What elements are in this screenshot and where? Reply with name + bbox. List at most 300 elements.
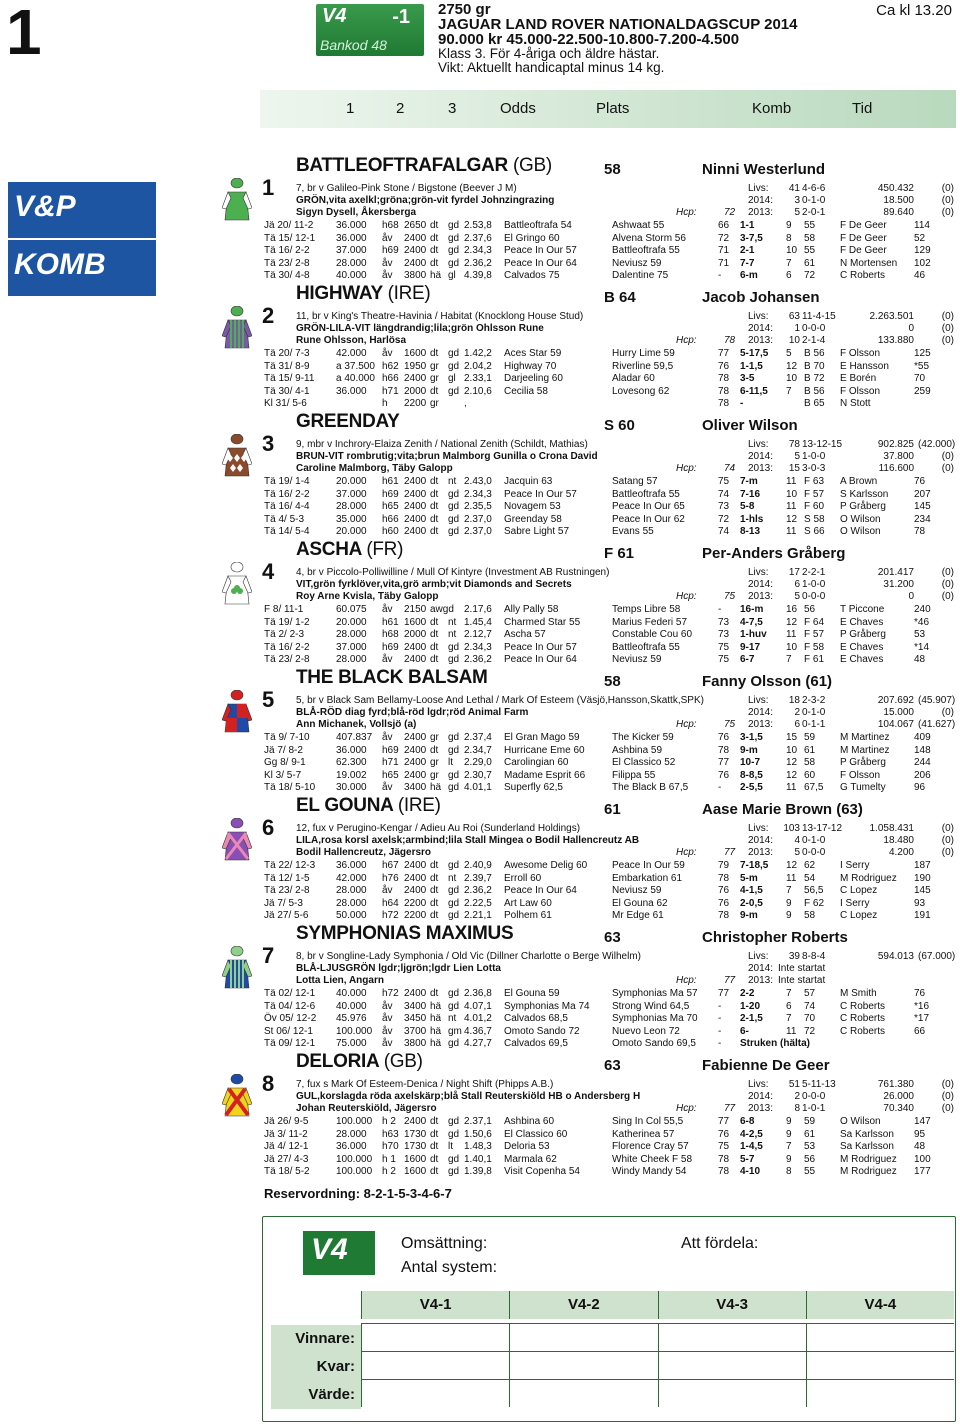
stat-cell: 8 bbox=[794, 1103, 800, 1114]
start-cell: h68 bbox=[382, 629, 399, 641]
stat-cell: 89.640 bbox=[883, 207, 914, 218]
start-cell: Sabre Light 57 bbox=[504, 526, 570, 538]
start-row bbox=[264, 514, 958, 527]
start-cell: Tä 04/ 12-6 bbox=[264, 1000, 316, 1012]
start-cell: åv bbox=[382, 885, 393, 897]
start-cell: 12 bbox=[786, 513, 798, 525]
start-cell: Strong Wind 64,5 bbox=[612, 1000, 690, 1012]
start-cell: 37.000 bbox=[336, 641, 367, 653]
form-cell[interactable] bbox=[361, 1379, 509, 1407]
start-row bbox=[264, 501, 958, 514]
start-cell: gl bbox=[448, 270, 456, 282]
horse-pedigree: 5, br v Black Sam Bellamy-Loose And Lethal / Mark Of Esteem (Väsjö,Hansson,Skattk,SPK) bbox=[296, 695, 704, 706]
start-cell: 12 bbox=[786, 757, 798, 769]
form-cell[interactable] bbox=[509, 1379, 657, 1407]
start-cell: Tä 2/ 2-3 bbox=[264, 629, 305, 641]
start-cell: Highway 70 bbox=[504, 360, 557, 372]
start-cell: Jä 27/ 4-3 bbox=[264, 1153, 309, 1165]
start-cell: 2.12,7 bbox=[464, 629, 492, 641]
start-cell: 2.21,1 bbox=[464, 910, 492, 922]
start-cell: Symphonias Ma 70 bbox=[612, 1013, 698, 1025]
race-distance: 2750 gr bbox=[438, 1, 491, 18]
stat-cell: 1 bbox=[794, 323, 800, 334]
start-cell: 2200 bbox=[404, 910, 427, 922]
stat-cell: (0) bbox=[941, 823, 954, 834]
start-cell: 4.07,1 bbox=[464, 1000, 492, 1012]
start-cell: Tä 30/ 4-1 bbox=[264, 385, 310, 397]
start-cell: 2400 bbox=[404, 501, 427, 513]
start-cell: - bbox=[718, 1038, 722, 1050]
start-cell: 2150 bbox=[404, 604, 427, 615]
start-cell: 75 bbox=[718, 654, 730, 666]
start-cell: Ashbina 59 bbox=[612, 744, 663, 756]
start-cell: 9-m bbox=[740, 910, 758, 922]
start-row bbox=[264, 258, 958, 271]
start-cell: 409 bbox=[914, 732, 931, 743]
start-cell: Tä 4/ 5-3 bbox=[264, 513, 305, 525]
horse-colors: BRUN-VIT rombrutig;vita;brun Malmborg Gunilla o Crona David bbox=[296, 451, 598, 462]
hcp-value: 75 bbox=[724, 719, 736, 730]
stat-cell: 2013: bbox=[748, 719, 774, 730]
start-cell: 2.30,7 bbox=[464, 769, 492, 781]
start-cell: I Serry bbox=[840, 860, 870, 871]
hcp-value: 77 bbox=[724, 975, 736, 986]
stat-cell: 2013: bbox=[748, 975, 774, 986]
stat-cell: 0-0-0 bbox=[802, 847, 826, 858]
start-cell: hä bbox=[430, 1013, 442, 1025]
start-cell: - bbox=[718, 604, 722, 615]
start-cell: 5-8 bbox=[740, 501, 755, 513]
start-cell: Sing In Col 55,5 bbox=[612, 1116, 684, 1127]
start-row bbox=[264, 782, 958, 795]
form-cell[interactable] bbox=[509, 1351, 657, 1379]
start-cell: Ashwaat 55 bbox=[612, 220, 665, 231]
start-cell: Kl 31/ 5-6 bbox=[264, 398, 307, 410]
stat-cell: (0) bbox=[941, 311, 954, 322]
turnover-label: Omsättning: bbox=[401, 1235, 488, 1252]
start-list bbox=[264, 860, 958, 923]
start-cell: Marmala 62 bbox=[504, 1153, 557, 1165]
start-row bbox=[264, 654, 958, 667]
horse-colors: GRÖN-LILA-VIT längdrandig;lila;grön Ohlsson Rune bbox=[296, 323, 544, 334]
start-cell: Peace In Our 57 bbox=[504, 245, 577, 257]
start-cell: h62 bbox=[382, 360, 399, 372]
start-cell: 2.34,3 bbox=[464, 245, 492, 257]
start-cell: 4.36,7 bbox=[464, 1025, 492, 1037]
horse-name-text: BATTLEOFTRAFALGAR bbox=[296, 155, 508, 176]
start-cell: h69 bbox=[382, 488, 399, 500]
start-cell: 2.36,2 bbox=[464, 257, 492, 269]
start-row bbox=[264, 361, 958, 374]
start-cell: Lovesong 62 bbox=[612, 385, 670, 397]
start-cell: E Chaves bbox=[840, 654, 884, 666]
horse-name[interactable] bbox=[296, 283, 431, 304]
form-cell[interactable] bbox=[806, 1323, 954, 1351]
start-cell: 9-m bbox=[740, 744, 758, 756]
col-komb: Komb bbox=[752, 100, 792, 117]
start-cell: 75 bbox=[718, 476, 730, 487]
start-row bbox=[264, 770, 958, 783]
horse-name[interactable] bbox=[296, 155, 552, 176]
col-1: 1 bbox=[346, 100, 355, 117]
start-cell: Alvena Storm 56 bbox=[612, 232, 686, 244]
horse-number: 8 bbox=[262, 1071, 275, 1096]
stat-cell: 3 bbox=[794, 195, 800, 206]
start-cell: 15 bbox=[786, 732, 798, 743]
start-cell: 55 bbox=[804, 220, 816, 231]
start-cell: 8 bbox=[786, 1166, 792, 1178]
start-cell: T Piccone bbox=[840, 604, 885, 615]
horse-entry bbox=[258, 283, 958, 416]
jockey-silk-icon bbox=[222, 1074, 252, 1118]
jockey-silk-icon bbox=[222, 178, 252, 222]
horse-name[interactable] bbox=[296, 667, 488, 688]
start-cell: 9 bbox=[786, 220, 792, 231]
horse-name[interactable] bbox=[296, 411, 400, 432]
horse-entry bbox=[258, 795, 958, 928]
start-cell: åv bbox=[382, 604, 393, 615]
start-cell: 3700 bbox=[404, 1025, 427, 1037]
start-row bbox=[264, 1166, 958, 1179]
horse-pedigree: 12, fux v Perugino-Kengar / Adieu Au Roi (Sunderland Holdings) bbox=[296, 823, 581, 834]
horse-country: (FR) bbox=[366, 539, 404, 560]
start-row bbox=[264, 1141, 958, 1154]
start-cell: B 56 bbox=[804, 348, 825, 359]
start-cell: Erroll 60 bbox=[504, 872, 542, 884]
start-cell: 2400 bbox=[404, 654, 427, 666]
start-cell: Tä 14/ 5-4 bbox=[264, 526, 310, 538]
start-cell: 7 bbox=[786, 257, 792, 269]
stat-cell: 63 bbox=[788, 311, 800, 322]
stat-cell: Inte startat bbox=[778, 975, 826, 986]
stat-cell: 2014: bbox=[748, 323, 774, 334]
start-row bbox=[264, 1129, 958, 1142]
start-cell: nt bbox=[448, 1013, 457, 1025]
start-cell: h 1 bbox=[382, 1153, 396, 1165]
jockey-name: Fanny Olsson (61) bbox=[702, 673, 833, 690]
start-cell: h69 bbox=[382, 641, 399, 653]
start-cell: P Gråberg bbox=[840, 757, 886, 769]
col-plats: Plats bbox=[596, 100, 630, 117]
start-cell: Awesome Delig 60 bbox=[504, 860, 588, 871]
race-class: Klass 3. För 4-åriga och äldre hästar. bbox=[438, 46, 660, 61]
start-cell: F Olsson bbox=[840, 348, 881, 359]
start-cell: 56,5 bbox=[804, 885, 824, 897]
start-cell: Sa Karlsson bbox=[840, 1141, 894, 1153]
start-cell: S 66 bbox=[804, 526, 825, 538]
start-cell: 3-7,5 bbox=[740, 232, 763, 244]
start-list bbox=[264, 476, 958, 539]
horse-number: 6 bbox=[262, 815, 275, 840]
start-cell: 7-7 bbox=[740, 257, 755, 269]
start-cell: 40.000 bbox=[336, 988, 367, 999]
start-cell: Tä 19/ 1-2 bbox=[264, 616, 310, 628]
start-cell: dt bbox=[430, 232, 439, 244]
start-cell: Greenday 58 bbox=[504, 513, 562, 525]
start-cell: h65 bbox=[382, 501, 399, 513]
start-cell: 1.40,1 bbox=[464, 1153, 492, 1165]
start-cell: 2400 bbox=[404, 373, 427, 385]
start-cell: gd bbox=[448, 257, 460, 269]
start-cell: 10 bbox=[786, 373, 798, 385]
stat-cell: 0-0-0 bbox=[802, 1091, 826, 1102]
start-cell: F 64 bbox=[804, 616, 825, 628]
start-cell: - bbox=[718, 1013, 722, 1025]
start-cell: Jä 3/ 11-2 bbox=[264, 1128, 308, 1140]
stat-cell: (0) bbox=[941, 183, 954, 194]
start-cell: 4.39,8 bbox=[464, 270, 492, 282]
start-cell: 61 bbox=[804, 257, 816, 269]
stat-cell: (0) bbox=[941, 323, 954, 334]
col-tid: Tid bbox=[852, 100, 873, 117]
start-cell: 2400 bbox=[404, 257, 427, 269]
jockey-silk-icon bbox=[222, 434, 252, 478]
start-cell: 2.04,2 bbox=[464, 360, 492, 372]
start-cell: 6-m bbox=[740, 270, 758, 282]
start-cell: Hurricane Eme 60 bbox=[504, 744, 585, 756]
start-cell: 3450 bbox=[404, 1013, 427, 1025]
start-cell: åv bbox=[382, 782, 393, 794]
start-cell: *55 bbox=[914, 360, 930, 372]
stat-cell: Livs: bbox=[748, 695, 769, 706]
start-cell: 2400 bbox=[404, 232, 427, 244]
stat-cell: (0) bbox=[941, 847, 954, 858]
stat-cell: 0 bbox=[908, 591, 914, 602]
jockey-silk-icon bbox=[222, 946, 252, 990]
start-cell: 74 bbox=[804, 1000, 816, 1012]
start-cell: The Black B 67,5 bbox=[612, 782, 689, 794]
start-cell: h71 bbox=[382, 385, 399, 397]
start-cell: 100.000 bbox=[336, 1153, 373, 1165]
start-cell: 2.34,3 bbox=[464, 641, 492, 653]
start-cell: awgd bbox=[430, 604, 454, 615]
horse-number: 7 bbox=[262, 943, 275, 968]
start-cell: 2200 bbox=[404, 897, 427, 909]
stat-cell: 116.600 bbox=[878, 463, 914, 474]
start-cell: 72 bbox=[804, 270, 816, 282]
horse-name[interactable] bbox=[296, 795, 441, 816]
start-cell: gd bbox=[448, 782, 460, 794]
start-cell: 48 bbox=[914, 654, 926, 666]
form-cell[interactable] bbox=[658, 1351, 806, 1379]
start-cell: 3400 bbox=[404, 782, 427, 794]
jockey-name: Jacob Johansen bbox=[702, 289, 820, 306]
start-cell: E Hansson bbox=[840, 360, 889, 372]
start-cell: 9 bbox=[786, 1116, 792, 1127]
form-cell[interactable] bbox=[658, 1379, 806, 1407]
start-cell: S Karlsson bbox=[840, 488, 889, 500]
start-cell: hä bbox=[430, 1038, 442, 1050]
start-cell: 2.43,0 bbox=[464, 476, 492, 487]
start-cell: 75 bbox=[718, 1141, 730, 1153]
horse-name-text: HIGHWAY bbox=[296, 283, 383, 304]
start-cell: Marius Federi 57 bbox=[612, 616, 688, 628]
start-cell: dt bbox=[430, 897, 439, 909]
start-cell: 3400 bbox=[404, 1000, 427, 1012]
start-cell: 30.000 bbox=[336, 782, 367, 794]
horse-pedigree: 11, br v King's Theatre-Havinia / Habitat (Knocklong House Stud) bbox=[296, 311, 584, 322]
form-cell[interactable] bbox=[361, 1323, 509, 1351]
start-cell: 10-7 bbox=[740, 757, 761, 769]
stat-cell: 31.200 bbox=[883, 579, 914, 590]
start-row bbox=[264, 489, 958, 502]
hcp-label: Hcp: bbox=[676, 847, 697, 858]
horse-name[interactable] bbox=[296, 923, 514, 944]
start-cell: , bbox=[464, 398, 467, 410]
start-cell: 240 bbox=[914, 604, 931, 615]
start-cell: Peace In Our 64 bbox=[504, 654, 577, 666]
stat-cell: 103 bbox=[783, 823, 800, 834]
hcp-value: 75 bbox=[724, 591, 736, 602]
start-cell: gd bbox=[448, 641, 460, 653]
start-cell: 78 bbox=[718, 385, 730, 397]
stat-cell: 2014: bbox=[748, 963, 774, 974]
form-cell[interactable] bbox=[509, 1323, 657, 1351]
start-cell: h64 bbox=[382, 897, 399, 909]
start-cell: Temps Libre 58 bbox=[612, 604, 681, 615]
start-cell: h 2 bbox=[382, 1116, 396, 1127]
start-cell: Jä 20/ 11-2 bbox=[264, 220, 314, 231]
v4-logo: V4 bbox=[322, 5, 347, 27]
start-row bbox=[264, 245, 958, 258]
form-row-label: Värde: bbox=[271, 1381, 361, 1409]
start-cell: h67 bbox=[382, 860, 399, 871]
start-row bbox=[264, 1013, 958, 1026]
start-cell: 76 bbox=[718, 769, 730, 781]
stat-cell: (42.000) bbox=[918, 439, 956, 450]
start-cell: 35.000 bbox=[336, 513, 367, 525]
start-cell: Battleoftrafa 54 bbox=[504, 220, 572, 231]
start-cell: E Chaves bbox=[840, 616, 884, 628]
stat-cell: (0) bbox=[941, 1079, 954, 1090]
stat-cell: 1.058.431 bbox=[869, 823, 914, 834]
stat-cell: (0) bbox=[941, 591, 954, 602]
start-cell: gd bbox=[448, 897, 460, 909]
start-cell: Tä 31/ 8-9 bbox=[264, 360, 310, 372]
start-cell: El Gran Mago 59 bbox=[504, 732, 580, 743]
start-cell: Tä 30/ 4-8 bbox=[264, 270, 310, 282]
start-cell: nt bbox=[448, 616, 457, 628]
start-cell: 78 bbox=[718, 744, 730, 756]
start-cell: 12 bbox=[786, 769, 798, 781]
start-cell: 16-m bbox=[740, 604, 764, 615]
start-cell: Neviusz 59 bbox=[612, 257, 662, 269]
stat-cell: 2013: bbox=[748, 1103, 774, 1114]
start-cell: 1600 bbox=[404, 1153, 427, 1165]
start-cell: 2.36,2 bbox=[464, 654, 492, 666]
start-cell: 2400 bbox=[404, 732, 427, 743]
start-cell: 7-16 bbox=[740, 488, 761, 500]
start-cell: C Roberts bbox=[840, 1000, 886, 1012]
horse-name-text: THE BLACK BALSAM bbox=[296, 667, 488, 688]
start-cell: gd bbox=[448, 860, 460, 871]
start-cell: Jä 26/ 9-5 bbox=[264, 1116, 309, 1127]
start-cell: h66 bbox=[382, 373, 399, 385]
start-cell: O Wilson bbox=[840, 513, 881, 525]
horse-name[interactable] bbox=[296, 1051, 423, 1072]
start-cell: gd bbox=[448, 744, 460, 756]
stat-cell: 2014: bbox=[748, 195, 774, 206]
start-cell: 2400 bbox=[404, 513, 427, 525]
start-cell: 37.000 bbox=[336, 245, 367, 257]
form-cell[interactable] bbox=[361, 1351, 509, 1379]
horse-country: (GB) bbox=[383, 1051, 423, 1072]
start-cell: 10 bbox=[786, 488, 798, 500]
start-cell: 11 bbox=[786, 501, 797, 513]
form-header: V4-2 bbox=[509, 1291, 657, 1319]
start-cell: Kl 3/ 5-7 bbox=[264, 769, 302, 781]
start-cell: gr bbox=[430, 757, 439, 769]
start-cell: gd bbox=[448, 360, 460, 372]
start-row bbox=[264, 1026, 958, 1039]
start-cell: dt bbox=[430, 220, 439, 231]
start-cell: 11 bbox=[786, 476, 797, 487]
horse-name[interactable] bbox=[296, 539, 404, 560]
start-cell: 42.000 bbox=[336, 348, 367, 359]
stat-cell: 207.692 bbox=[877, 695, 914, 706]
hcp-label: Hcp: bbox=[676, 719, 697, 730]
stat-cell: 0-0-0 bbox=[802, 323, 826, 334]
start-cell: h63 bbox=[382, 1128, 399, 1140]
start-cell: åv bbox=[382, 1013, 393, 1025]
form-cell[interactable] bbox=[806, 1351, 954, 1379]
start-cell: 36.000 bbox=[336, 220, 367, 231]
stat-cell: (67.000) bbox=[918, 951, 956, 962]
start-cell: 2400 bbox=[404, 988, 427, 999]
start-cell: 77 bbox=[718, 1116, 730, 1127]
stat-cell: 5 bbox=[794, 451, 800, 462]
stat-cell: 17 bbox=[788, 567, 800, 578]
horse-number: 5 bbox=[262, 687, 275, 712]
start-cell: 1.45,4 bbox=[464, 616, 492, 628]
hcp-value: 74 bbox=[724, 463, 736, 474]
start-cell: 78 bbox=[718, 1166, 730, 1178]
start-cell: 2200 bbox=[404, 398, 427, 410]
start-cell: 52 bbox=[914, 232, 926, 244]
stat-cell: 15.000 bbox=[883, 707, 914, 718]
stat-cell: (0) bbox=[941, 463, 954, 474]
start-cell: 62.300 bbox=[336, 757, 367, 769]
start-cell: gd bbox=[448, 232, 460, 244]
horse-colors: VIT,grön fyrklöver,vita,grö armb;vit Diamonds and Secrets bbox=[296, 579, 572, 590]
stat-cell: 39 bbox=[788, 951, 800, 962]
start-cell: F 57 bbox=[804, 488, 825, 500]
start-cell: C Roberts bbox=[840, 1013, 886, 1025]
start-cell: 6- bbox=[740, 1025, 749, 1037]
start-cell: White Cheek F 58 bbox=[612, 1153, 693, 1165]
start-cell: 5-m bbox=[740, 872, 758, 884]
start-cell: h70 bbox=[382, 1141, 399, 1153]
start-cell: gd bbox=[448, 1128, 460, 1140]
start-cell: 57 bbox=[804, 988, 816, 999]
horse-weight: 63 bbox=[604, 929, 621, 946]
horse-weight: S 60 bbox=[604, 417, 635, 434]
stat-cell: 2014: bbox=[748, 451, 774, 462]
stat-cell: 4 bbox=[794, 835, 800, 846]
form-cell[interactable] bbox=[806, 1379, 954, 1407]
start-cell: 36.000 bbox=[336, 232, 367, 244]
start-cell: h72 bbox=[382, 910, 399, 922]
start-cell: 2000 bbox=[404, 629, 427, 641]
start-cell: dt bbox=[430, 629, 439, 641]
distribute-label: Att fördela: bbox=[681, 1235, 759, 1252]
start-cell: 77 bbox=[718, 988, 730, 999]
form-cell[interactable] bbox=[658, 1323, 806, 1351]
start-row bbox=[264, 604, 958, 617]
start-cell: 28.000 bbox=[336, 629, 367, 641]
start-cell: F 63 bbox=[804, 476, 825, 487]
start-cell: Riverline 59,5 bbox=[612, 360, 674, 372]
